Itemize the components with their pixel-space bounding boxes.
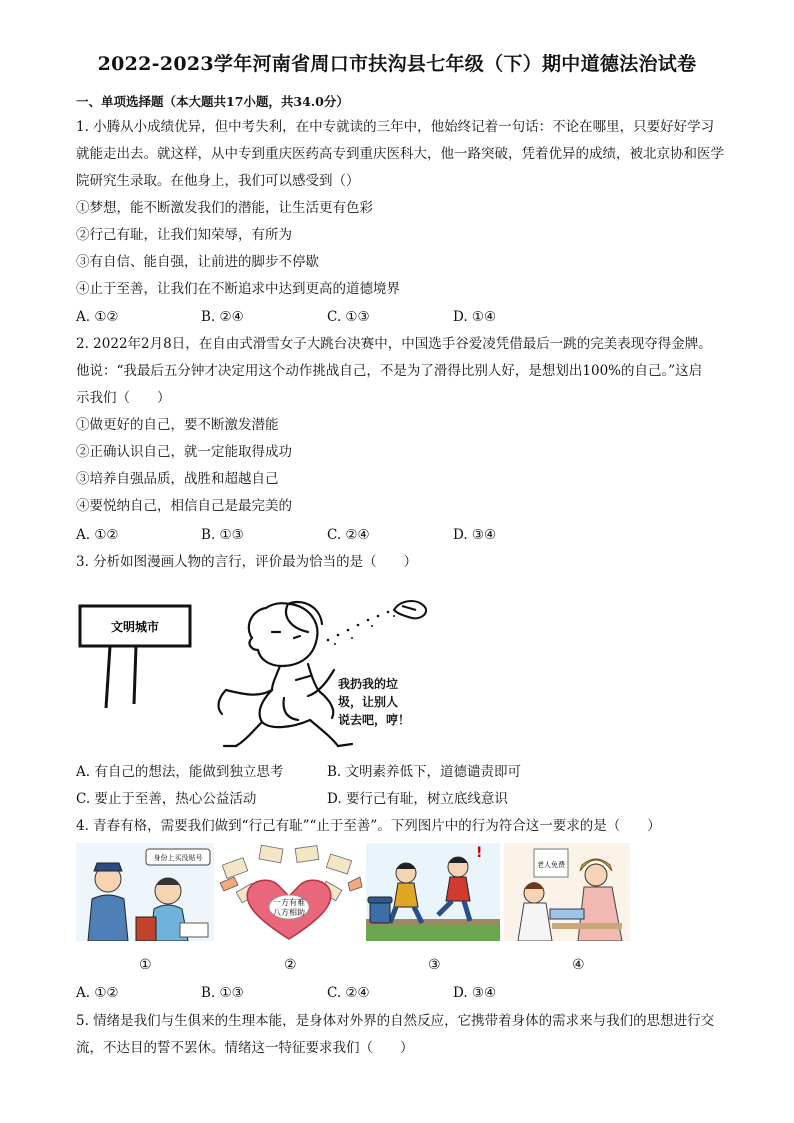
q2-option-c: C. ②④ [327,527,370,543]
q3-cartoon [76,580,476,752]
cartoon-speech-line-2: 圾，让别人 [338,695,399,709]
cartoon-trash [394,601,426,618]
q3-option-b: B. 文明素养低下，道德谴责即可 [327,764,522,780]
q4-option-a: A. ①② [76,985,119,1001]
q2-statement-3: ③培养自强品质，战胜和超越自己 [76,471,279,487]
cartoon-speech [338,676,410,727]
q2-statement-4: ④要悦纳自己，相信自己是最完美的 [76,498,292,514]
q2-line-3: 示我们（ ） [76,390,171,406]
q1-statement-3: ③有自信、能自强，让前进的脚步不停歇 [76,254,319,270]
q3-option-c: C. 要止于至善，热心公益活动 [76,791,257,807]
q4-image-1-label: ① [139,957,152,973]
q4-image-4 [504,843,630,941]
q2-option-a: A. ①② [76,527,119,543]
exam-title: 2022-2023学年河南省周口市扶沟县七年级（下）期中道德法治试卷 [97,53,697,75]
q4-stem: 4. 青春有格，需要我们做到“行己有耻”“止于至善”。下列图片中的行为符合这一要求的是（ ） [76,818,661,834]
q2-option-b: B. ①③ [201,527,244,543]
q4-image-3-label: ③ [428,957,441,973]
q1-line-2: 就能走出去。就这样，从中专到重庆医药高专到重庆医科大，他一路突破，凭着优异的成绩，被北京协和医学 [76,146,724,162]
cartoon-signboard [80,606,190,708]
q1-option-d: D. ①④ [453,309,497,325]
q1-statement-1: ①梦想，能不断激发我们的潜能，让生活更有色彩 [76,200,373,216]
cartoon-trash-trail [327,611,395,645]
q1-option-c: C. ①③ [327,309,370,325]
q4-image-3 [366,843,500,941]
q4-image-2-text-2: 八方相助 [273,908,305,917]
q3-stem: 3. 分析如图漫画人物的言行，评价最为恰当的是（ ） [76,554,418,570]
cartoon-speech-line-3: 说去吧，哼！ [338,713,411,727]
q1-option-b: B. ②④ [201,309,244,325]
q3-option-a: A. 有自己的想法，能做到独立思考 [76,764,284,780]
q4-image-1 [76,843,214,941]
q2-statement-1: ①做更好的自己，要不断激发潜能 [76,417,279,433]
cartoon-sign-text: 文明城市 [110,620,160,634]
section-heading: 一、单项选择题（本大题共17小题，共34.0分） [76,94,349,109]
q4-image-4-text: 老人免费 [537,861,565,869]
q4-option-d: D. ③④ [453,985,497,1001]
q1-line-3: 院研究生录取。在他身上，我们可以感受到（） [76,173,360,189]
q1-statement-4: ④止于至善，让我们在不断追求中达到更高的道德境界 [76,281,400,297]
cartoon-speech-line-1: 我扔我的垃 [338,677,399,691]
q4-option-b: B. ①③ [201,985,244,1001]
q5-line-2: 流，不达目的誓不罢休。情绪这一特征要求我们（ ） [76,1040,414,1056]
q2-statement-2: ②正确认识自己，就一定能取得成功 [76,444,292,460]
q4-image-1-text: 身份上买没贴号 [153,854,203,862]
q4-option-c: C. ②④ [327,985,370,1001]
q3-option-d: D. 要行己有耻，树立底线意识 [327,791,508,807]
q1-option-a: A. ①② [76,309,119,325]
q4-image-2-label: ② [284,957,297,973]
q1-statement-2: ②行己有耻，让我们知荣辱，有所为 [76,227,292,243]
cartoon-runner [219,602,352,746]
q2-line-1: 2. 2022年2月8日，在自由式滑雪女子大跳台决赛中，中国选手谷爱凌凭借最后一跳的完美表现夺得金牌。 [76,336,712,352]
q4-image-2 [214,843,364,941]
q2-line-2: 他说：“我最后五分钟才决定用这个动作挑战自己，不是为了滑得比别人好，是想划出100%的自己。”这启 [76,363,703,379]
q4-image-4-label: ④ [572,957,585,973]
q2-option-d: D. ③④ [453,527,497,543]
svg-text:!: ! [476,845,483,861]
q4-image-2-text-1: 一方有难 [273,898,305,907]
q5-line-1: 5. 情绪是我们与生俱来的生理本能，是身体对外界的自然反应，它携带着身体的需求来与我们的思想进行交 [76,1013,715,1029]
q1-line-1: 1. 小腾从小成绩优异，但中考失利，在中专就读的三年中，他始终记着一句话：不论在哪里，只要好好学习 [76,119,715,135]
